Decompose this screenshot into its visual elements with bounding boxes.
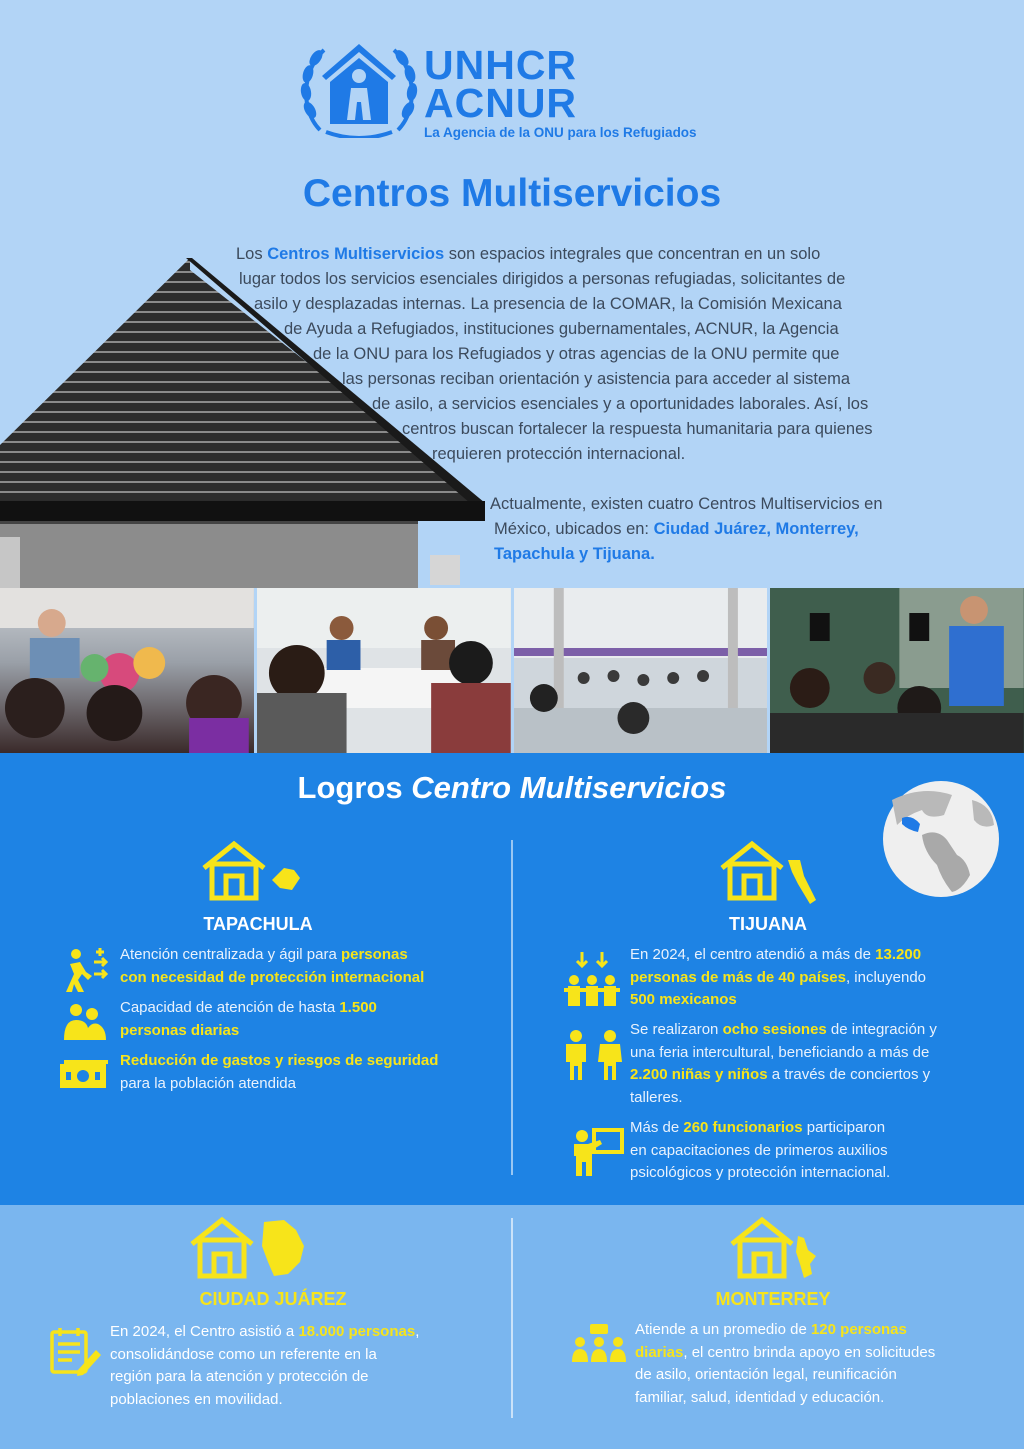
photo-interview-table — [257, 588, 511, 753]
photo-strip — [0, 588, 1024, 753]
fast-person-icon — [58, 946, 110, 994]
juarez-item: En 2024, el Centro asistió a 18.000 personas, consolidándose como un referente en la región para la atención y protección de poblaciones en movilidad. — [110, 1323, 420, 1408]
current-line: México, ubicados en: Ciudad Juárez, Monterrey, — [494, 520, 859, 538]
group-people-icon — [62, 1002, 108, 1042]
home-map-icon — [188, 1216, 310, 1282]
home-map-icon — [718, 840, 822, 906]
intro-line: asilo y desplazadas internas. La presencia de la COMAR, la Comisión Mexicana — [254, 295, 842, 313]
clipboard-pen-icon — [48, 1326, 102, 1376]
unhcr-emblem-icon — [300, 40, 418, 138]
home-map-icon — [200, 840, 304, 904]
photo-waiting-hall — [514, 588, 768, 753]
tijuana-item-3: Más de 260 funcionarios participaron en capacitaciones de primeros auxilios psicológicos y protección internacional. — [630, 1119, 891, 1181]
logros-title: Logros Centro Multiservicios — [297, 770, 727, 805]
tapachula-item-1: Atención centralizada y ágil para personas con necesidad de protección internacional — [120, 946, 425, 986]
meeting-people-icon — [570, 1324, 628, 1364]
city-monterrey: MONTERREY — [715, 1289, 831, 1309]
globe-map-icon — [882, 780, 1000, 898]
city-tapachula: TAPACHULA — [203, 914, 313, 934]
column-divider — [511, 1218, 513, 1418]
arriving-people-icon — [562, 950, 622, 1008]
money-bills-icon — [58, 1058, 110, 1090]
tijuana-item-1: En 2024, el centro atendió a más de 13.200 personas de más de 40 países, incluyendo 500 mexicanos — [630, 946, 927, 1008]
column-divider — [511, 840, 513, 1175]
intro-line: lugar todos los servicios esenciales dirigidos a personas refugiadas, solicitantes de — [239, 270, 846, 288]
intro-line: centros buscan fortalecer la respuesta humanitaria para quienes — [402, 420, 873, 438]
current-line: Tapachula y Tijuana. — [494, 545, 655, 563]
photo-staff-presentation — [770, 588, 1024, 753]
home-map-icon — [728, 1216, 820, 1282]
tapachula-item-2: Capacidad de atención de hasta 1.500 personas diarias — [120, 999, 377, 1039]
tijuana-item-2: Se realizaron ocho sesiones de integración y una feria intercultural, beneficiando a más de 2.200 niñas y niños a través de conciertos y talleres. — [630, 1021, 937, 1106]
photo-children-crafts — [0, 588, 254, 753]
city-tijuana: TIJUANA — [728, 914, 807, 934]
intro-line: de la ONU para los Refugiados y otras agencias de la ONU permite que — [313, 345, 840, 363]
current-line: Actualmente, existen cuatro Centros Multiservicios en — [490, 495, 883, 513]
intro-line: Los Centros Multiservicios son espacios integrales que concentran en un solo — [236, 245, 821, 263]
monterrey-item: Atiende a un promedio de 120 personas diarias, el centro brinda apoyo en solicitudes de asilo, orientación legal, reunificación familiar, salud, identidad y educación. — [635, 1321, 936, 1406]
intro-line: de Ayuda a Refugiados, instituciones gubernamentales, ACNUR, la Agencia — [284, 320, 839, 338]
children-icon — [562, 1030, 624, 1082]
trainer-board-icon — [570, 1126, 626, 1178]
unhcr-logo — [300, 40, 740, 145]
logo-wordmark: UNHCR ACNUR — [424, 42, 578, 126]
city-ciudad-juarez: CIUDAD JUÁREZ — [199, 1289, 347, 1309]
page-title: Centros Multiservicios — [302, 172, 722, 215]
intro-line: requieren protección internacional. — [432, 445, 686, 463]
tapachula-item-3: Reducción de gastos y riesgos de seguridad para la población atendida — [120, 1052, 439, 1092]
intro-line: las personas reciban orientación y asistencia para acceder al sistema — [342, 370, 851, 388]
intro-line: de asilo, a servicios esenciales y a oportunidades laborales. Así, los — [372, 395, 869, 413]
logo-tagline: La Agencia de la ONU para los Refugiados — [424, 125, 697, 140]
